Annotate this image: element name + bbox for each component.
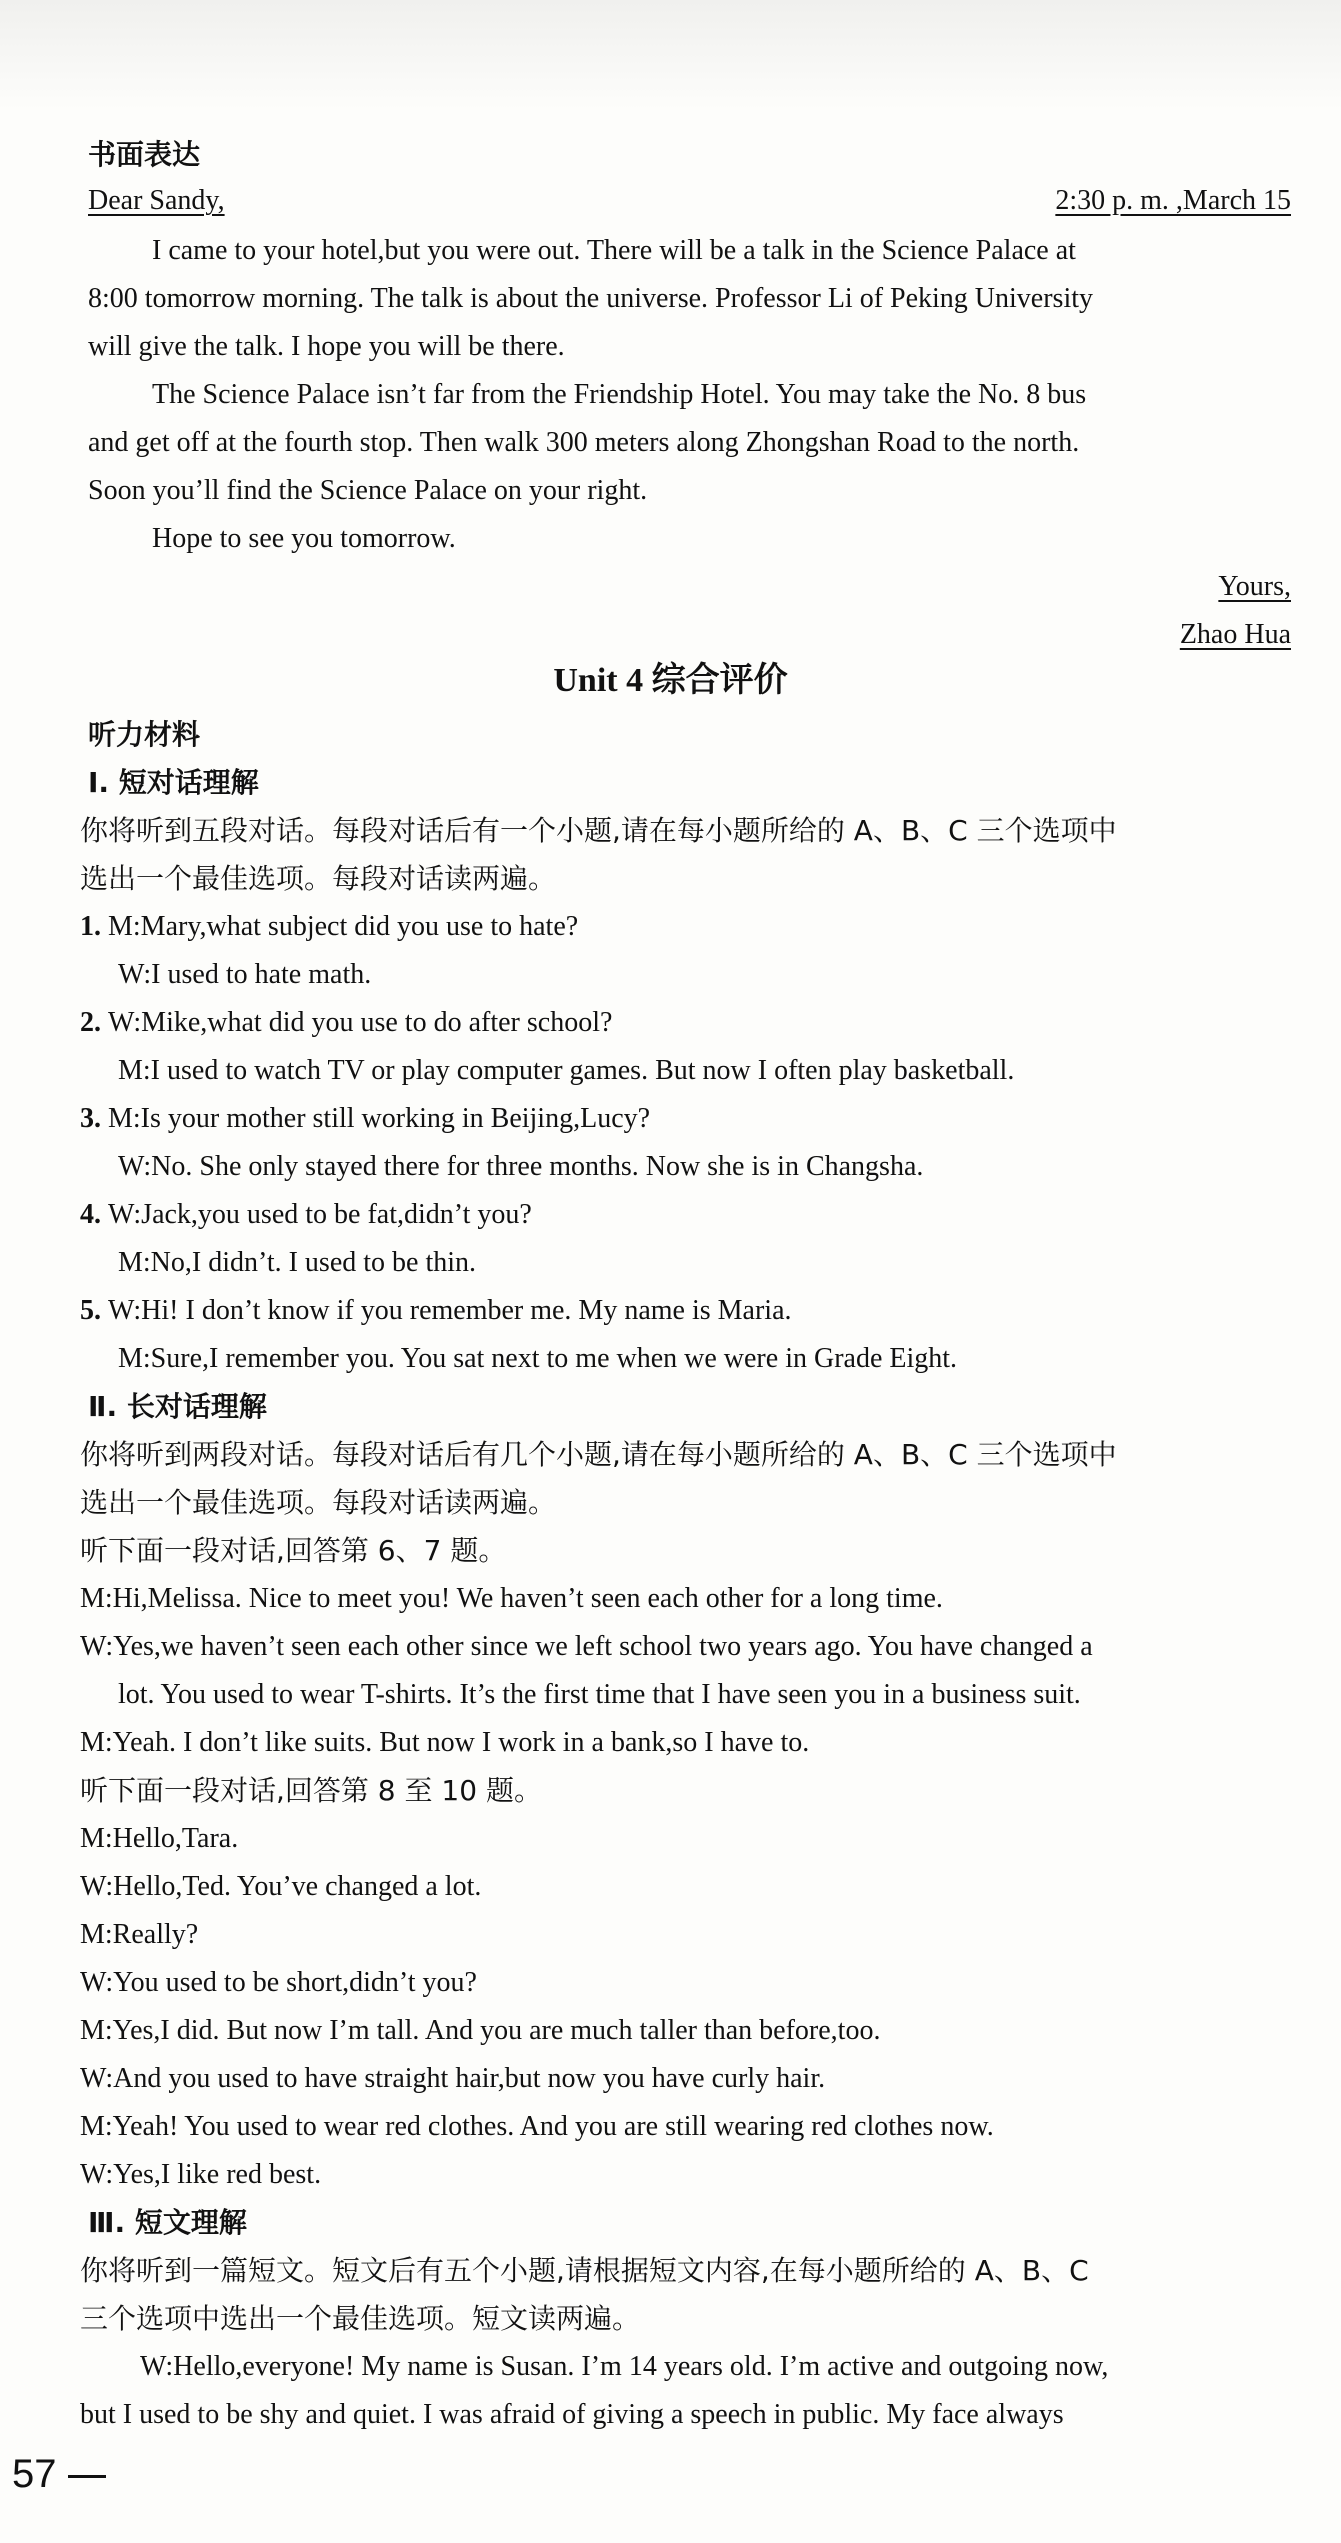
dialogue-intro: 听下面一段对话,回答第 8 至 10 题。 <box>80 1774 542 1807</box>
writing-heading: 书面表达 <box>88 138 201 171</box>
dialogue-line: M:Yes,I did. But now I’m tall. And you are much taller than before,too. <box>80 2015 881 2046</box>
passage-line: W:Hello,everyone! My name is Susan. I’m 14 years old. I’m active and outgoing now, <box>140 2351 1109 2382</box>
dialogue-line: M:Sure,I remember you. You sat next to me when we were in Grade Eight. <box>118 1343 958 1374</box>
letter-line: The Science Palace isn’t far from the Friendship Hotel. You may take the No. 8 bus <box>152 379 1087 410</box>
letter-line: and get off at the fourth stop. Then walk 300 meters along Zhongshan Road to the north. <box>88 427 1080 458</box>
section-2-instruction: 选出一个最佳选项。每段对话读两遍。 <box>80 1486 557 1519</box>
dialogue-line: M:Mary,what subject did you use to hate? <box>108 911 579 942</box>
top-shadow-strip <box>0 0 1341 110</box>
dialogue-line: M:Yeah. I don’t like suits. But now I work in a bank,so I have to. <box>80 1727 810 1758</box>
dialogue-line: W:Yes,I like red best. <box>80 2159 322 2190</box>
letter-signature: Zhao Hua <box>1179 619 1291 650</box>
dialogue-line: W:Hello,Ted. You’ve changed a lot. <box>80 1871 482 1902</box>
dialogue-line: W:Yes,we haven’t seen each other since we left school two years ago. You have changed a <box>80 1631 1093 1662</box>
dialogue-line: W:Hi! I don’t know if you remember me. My name is Maria. <box>108 1295 792 1326</box>
dialogue-line: W:You used to be short,didn’t you? <box>80 1967 477 1998</box>
passage-line: but I used to be shy and quiet. I was afraid of giving a speech in public. My face always <box>80 2399 1064 2430</box>
question-number: 4. <box>80 1199 101 1230</box>
dialogue-intro: 听下面一段对话,回答第 6、7 题。 <box>80 1534 507 1567</box>
page-number-dash <box>68 2475 106 2478</box>
letter-closing: Yours, <box>1218 571 1291 602</box>
dialogue-line: M:No,I didn’t. I used to be thin. <box>118 1247 477 1278</box>
letter-line: I came to your hotel,but you were out. There will be a talk in the Science Palace at <box>152 235 1076 266</box>
question-number: 1. <box>80 911 101 942</box>
question-number: 2. <box>80 1007 101 1038</box>
dialogue-line: W:Mike,what did you use to do after school? <box>108 1007 613 1038</box>
dialogue-line: W:No. She only stayed there for three months. Now she is in Changsha. <box>118 1151 924 1182</box>
section-1-instruction: 选出一个最佳选项。每段对话读两遍。 <box>80 862 557 895</box>
unit-title: Unit 4 综合评价 <box>553 662 788 699</box>
dialogue-line: M:Really? <box>80 1919 199 1950</box>
dialogue-line: W:And you used to have straight hair,but now you have curly hair. <box>80 2063 826 2094</box>
letter-greeting: Dear Sandy, <box>88 185 225 216</box>
section-3-heading: Ⅲ. 短文理解 <box>88 2206 247 2239</box>
section-2-instruction: 你将听到两段对话。每段对话后有几个小题,请在每小题所给的 A、B、C 三个选项中 <box>80 1438 1117 1471</box>
listening-heading: 听力材料 <box>88 718 201 751</box>
dialogue-line: M:Yeah! You used to wear red clothes. And you are still wearing red clothes now. <box>80 2111 994 2142</box>
dialogue-line: M:Hi,Melissa. Nice to meet you! We haven’t seen each other for a long time. <box>80 1583 943 1614</box>
dialogue-line: lot. You used to wear T-shirts. It’s the first time that I have seen you in a business suit. <box>118 1679 1081 1710</box>
question-number: 3. <box>80 1103 101 1134</box>
section-2-heading: Ⅱ. 长对话理解 <box>88 1390 267 1423</box>
letter-line: Hope to see you tomorrow. <box>152 523 456 554</box>
section-1-heading: Ⅰ. 短对话理解 <box>88 766 259 799</box>
dialogue-line: M:Hello,Tara. <box>80 1823 239 1854</box>
section-3-instruction: 你将听到一篇短文。短文后有五个小题,请根据短文内容,在每小题所给的 A、B、C <box>80 2254 1089 2287</box>
section-3-instruction: 三个选项中选出一个最佳选项。短文读两遍。 <box>80 2302 641 2335</box>
dialogue-line: W:Jack,you used to be fat,didn’t you? <box>108 1199 532 1230</box>
page-number: 57 <box>12 2452 57 2496</box>
letter-line: will give the talk. I hope you will be there. <box>88 331 565 362</box>
letter-line: 8:00 tomorrow morning. The talk is about the universe. Professor Li of Peking University <box>88 283 1094 314</box>
section-1-instruction: 你将听到五段对话。每段对话后有一个小题,请在每小题所给的 A、B、C 三个选项中 <box>80 814 1117 847</box>
dialogue-line: M:I used to watch TV or play computer games. But now I often play basketball. <box>118 1055 1015 1086</box>
dialogue-line: W:I used to hate math. <box>118 959 372 990</box>
question-number: 5. <box>80 1295 101 1326</box>
dialogue-line: M:Is your mother still working in Beijing,Lucy? <box>108 1103 651 1134</box>
letter-date: 2:30 p. m. ,March 15 <box>1055 185 1291 216</box>
letter-line: Soon you’ll find the Science Palace on your right. <box>88 475 648 506</box>
